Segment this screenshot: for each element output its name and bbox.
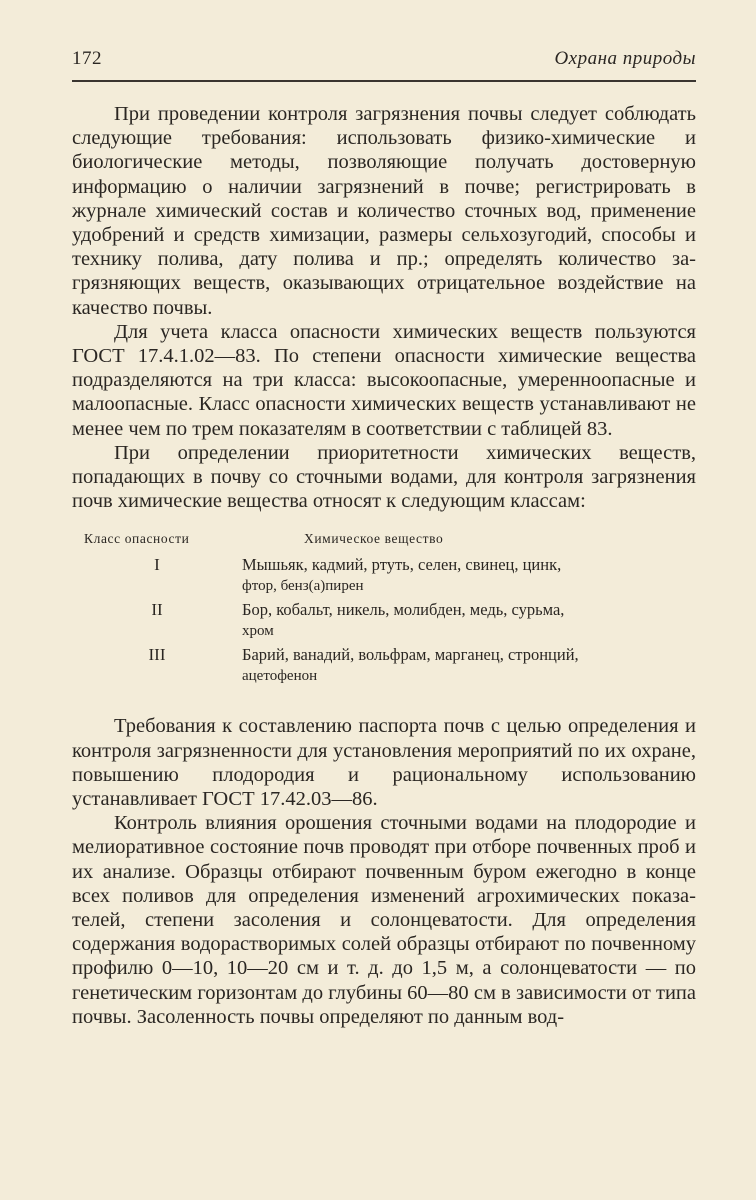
substance-list-continued: фтор, бенз(а)пирен [242, 578, 364, 595]
paragraph-hazard-class: Для учета класса опасности химических веществ пользуются ГОСТ 17.4.1.02—83. По степени опасности химические вещества подразделяются на три класса: высокоопасные, умеренноопасные и малоопасные. Класс опасности химических веществ устанавливают не менее чем по трем показателям в соответствии с таблицей 83. [72, 320, 696, 440]
hazard-class-table [72, 531, 696, 686]
paragraph-soil-monitoring: При проведении контроля загрязнения почвы следует соблюдать следующие требования: использовать физико-химические и биологические методы, позволяющие получать достоверную информацию о наличии загрязнений в почве; регистрировать в журнале химический состав и количество сточных вод, применение удобрений и средств химизации, размеры сельхозугодий, способы и технику полива, дату полива и пр.; определять количество загрязняющих веществ, оказывающих отрицательное воздействие на качество почвы. [72, 103, 696, 319]
substance-list: Мышьяк, кадмий, ртуть, селен, свинец, цинк, [242, 555, 562, 575]
paragraph-priority: При определении приоритетности химических веществ, попадающих в почву со сточными водами, для контроля загрязнения почв химические вещества относят к следующим классам: [72, 441, 696, 513]
column-header-substance: Химическое вещество [304, 531, 444, 547]
header-rule [72, 80, 696, 82]
section-title: Охрана природы [554, 48, 696, 69]
table-row [72, 645, 696, 686]
substance-cell [242, 555, 696, 596]
substance-cell [242, 600, 696, 641]
paragraph-soil-passport: Требования к составлению паспорта почв с целью определения и контроля загрязненности для установления мероприятий по их охране, повышению плодородия и рациональному использованию устанавливает ГОСТ 17.42.03—86. [72, 715, 696, 811]
table-header [72, 531, 696, 547]
page-number: 172 [72, 48, 102, 69]
substance-list-continued: ацетофенон [242, 668, 318, 685]
running-head [72, 48, 696, 78]
substance-list-continued: хром [242, 623, 274, 640]
book-page [72, 48, 696, 1029]
table-row [72, 600, 696, 641]
table-row [72, 555, 696, 596]
hazard-class-cell: I [154, 555, 160, 575]
body-text-top [72, 102, 696, 513]
column-header-class: Класс опасности [84, 531, 190, 547]
paragraph-irrigation-control: Контроль влияния орошения сточными водами на плодородие и мелиоративное состояние почв проводят при отборе почвенных проб и их анализе. Образцы отбирают почвенным буром ежегодно в конце всех поливов для определения изменений агрохимических показателей, степени засоления и солонцеватости. Для определения содержания водорастворимых солей образцы отбирают по почвенному профилю 0—10, 10—20 см и т. д. до 1,5 м, а солонцеватости — по генетическим горизонтам до глубины 60—80 см в зависимости от типа почвы. Засоленность почвы определяют по данным вод- [72, 812, 696, 1028]
hazard-class-cell: III [148, 645, 166, 665]
substance-list: Барий, ванадий, вольфрам, марганец, стронций, [242, 645, 579, 665]
substance-list: Бор, кобальт, никель, молибден, медь, сурьма, [242, 600, 565, 620]
hazard-class-cell: II [151, 600, 163, 620]
body-text-bottom [72, 714, 696, 1029]
substance-cell [242, 645, 696, 686]
